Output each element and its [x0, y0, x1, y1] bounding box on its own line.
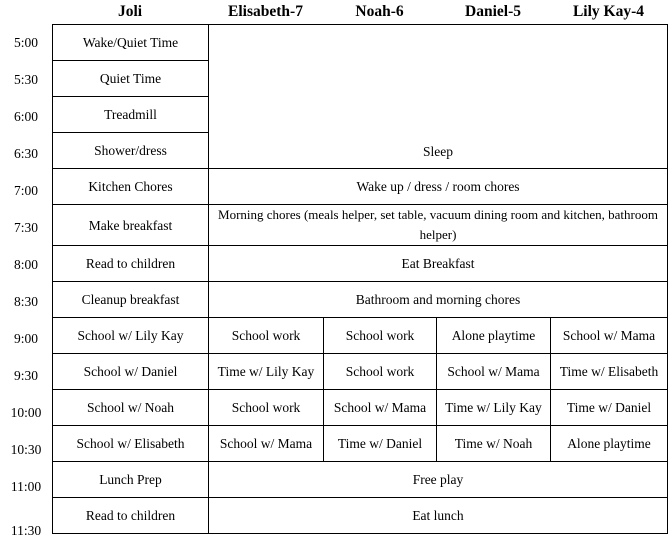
header-daniel: Daniel-5	[465, 3, 521, 20]
time-label: 10:00	[10, 405, 42, 420]
time-label: 10:30	[10, 442, 42, 457]
joli-activity: Cleanup breakfast	[53, 282, 209, 318]
time-label: 8:00	[13, 257, 38, 272]
time-label: 5:30	[13, 72, 38, 87]
joli-activity: Lunch Prep	[53, 462, 209, 498]
header-joli: Joli	[117, 3, 143, 20]
time-label: 6:00	[13, 109, 38, 124]
joli-activity: Quiet Time	[53, 61, 209, 97]
schedule-row	[53, 246, 668, 282]
schedule-table	[52, 24, 668, 534]
lily-kay-activity: Alone playtime	[551, 426, 668, 462]
schedule-row	[53, 169, 668, 205]
schedule-row	[53, 205, 668, 246]
noah-activity: School work	[324, 318, 437, 354]
joli-activity: School w/ Lily Kay	[53, 318, 209, 354]
schedule-row	[53, 25, 668, 61]
noah-activity: School w/ Mama	[324, 390, 437, 426]
schedule-row	[53, 354, 668, 390]
time-label: 6:30	[13, 146, 38, 161]
joli-activity: Read to children	[53, 246, 209, 282]
schedule-row	[53, 462, 668, 498]
joli-activity: Wake/Quiet Time	[53, 25, 209, 61]
time-label: 7:30	[13, 220, 38, 235]
sleep-label: Sleep	[423, 144, 453, 159]
time-label: 9:30	[13, 368, 38, 383]
schedule-row	[53, 390, 668, 426]
header-lily-kay: Lily Kay-4	[572, 3, 645, 20]
daniel-activity: Time w/ Noah	[437, 426, 551, 462]
joli-activity: Make breakfast	[53, 205, 209, 246]
noah-activity: Time w/ Daniel	[324, 426, 437, 462]
time-label: 5:00	[13, 35, 38, 50]
daniel-activity: School w/ Mama	[437, 354, 551, 390]
elisabeth-activity: Time w/ Lily Kay	[209, 354, 324, 390]
morning-chores-block: Morning chores (meals helper, set table, vacuum dining room and kitchen, bathroom helper)	[209, 205, 668, 246]
time-label: 11:30	[10, 523, 42, 538]
schedule-row	[53, 498, 668, 534]
time-label: 7:00	[13, 183, 38, 198]
eat-breakfast-block: Eat Breakfast	[209, 246, 668, 282]
schedule-row	[53, 282, 668, 318]
elisabeth-activity: School w/ Mama	[209, 426, 324, 462]
noah-activity: School work	[324, 354, 437, 390]
time-label: 11:00	[10, 479, 42, 494]
joli-activity: Kitchen Chores	[53, 169, 209, 205]
joli-activity: Shower/dress	[53, 133, 209, 169]
lily-kay-activity: Time w/ Elisabeth	[551, 354, 668, 390]
wake-up-chores-block: Wake up / dress / room chores	[209, 169, 668, 205]
schedule-row	[53, 426, 668, 462]
schedule-row	[53, 318, 668, 354]
daniel-activity: Time w/ Lily Kay	[437, 390, 551, 426]
joli-activity: School w/ Daniel	[53, 354, 209, 390]
time-label: 8:30	[13, 294, 38, 309]
daniel-activity: Alone playtime	[437, 318, 551, 354]
time-label: 9:00	[13, 331, 38, 346]
sleep-block	[209, 25, 668, 169]
free-play-block: Free play	[209, 462, 668, 498]
joli-activity: School w/ Noah	[53, 390, 209, 426]
elisabeth-activity: School work	[209, 318, 324, 354]
lily-kay-activity: Time w/ Daniel	[551, 390, 668, 426]
header-noah: Noah-6	[355, 3, 404, 20]
joli-activity: Treadmill	[53, 97, 209, 133]
lily-kay-activity: School w/ Mama	[551, 318, 668, 354]
bathroom-chores-block: Bathroom and morning chores	[209, 282, 668, 318]
elisabeth-activity: School work	[209, 390, 324, 426]
header-elisabeth: Elisabeth-7	[228, 3, 303, 20]
eat-lunch-block: Eat lunch	[209, 498, 668, 534]
joli-activity: School w/ Elisabeth	[53, 426, 209, 462]
joli-activity: Read to children	[53, 498, 209, 534]
